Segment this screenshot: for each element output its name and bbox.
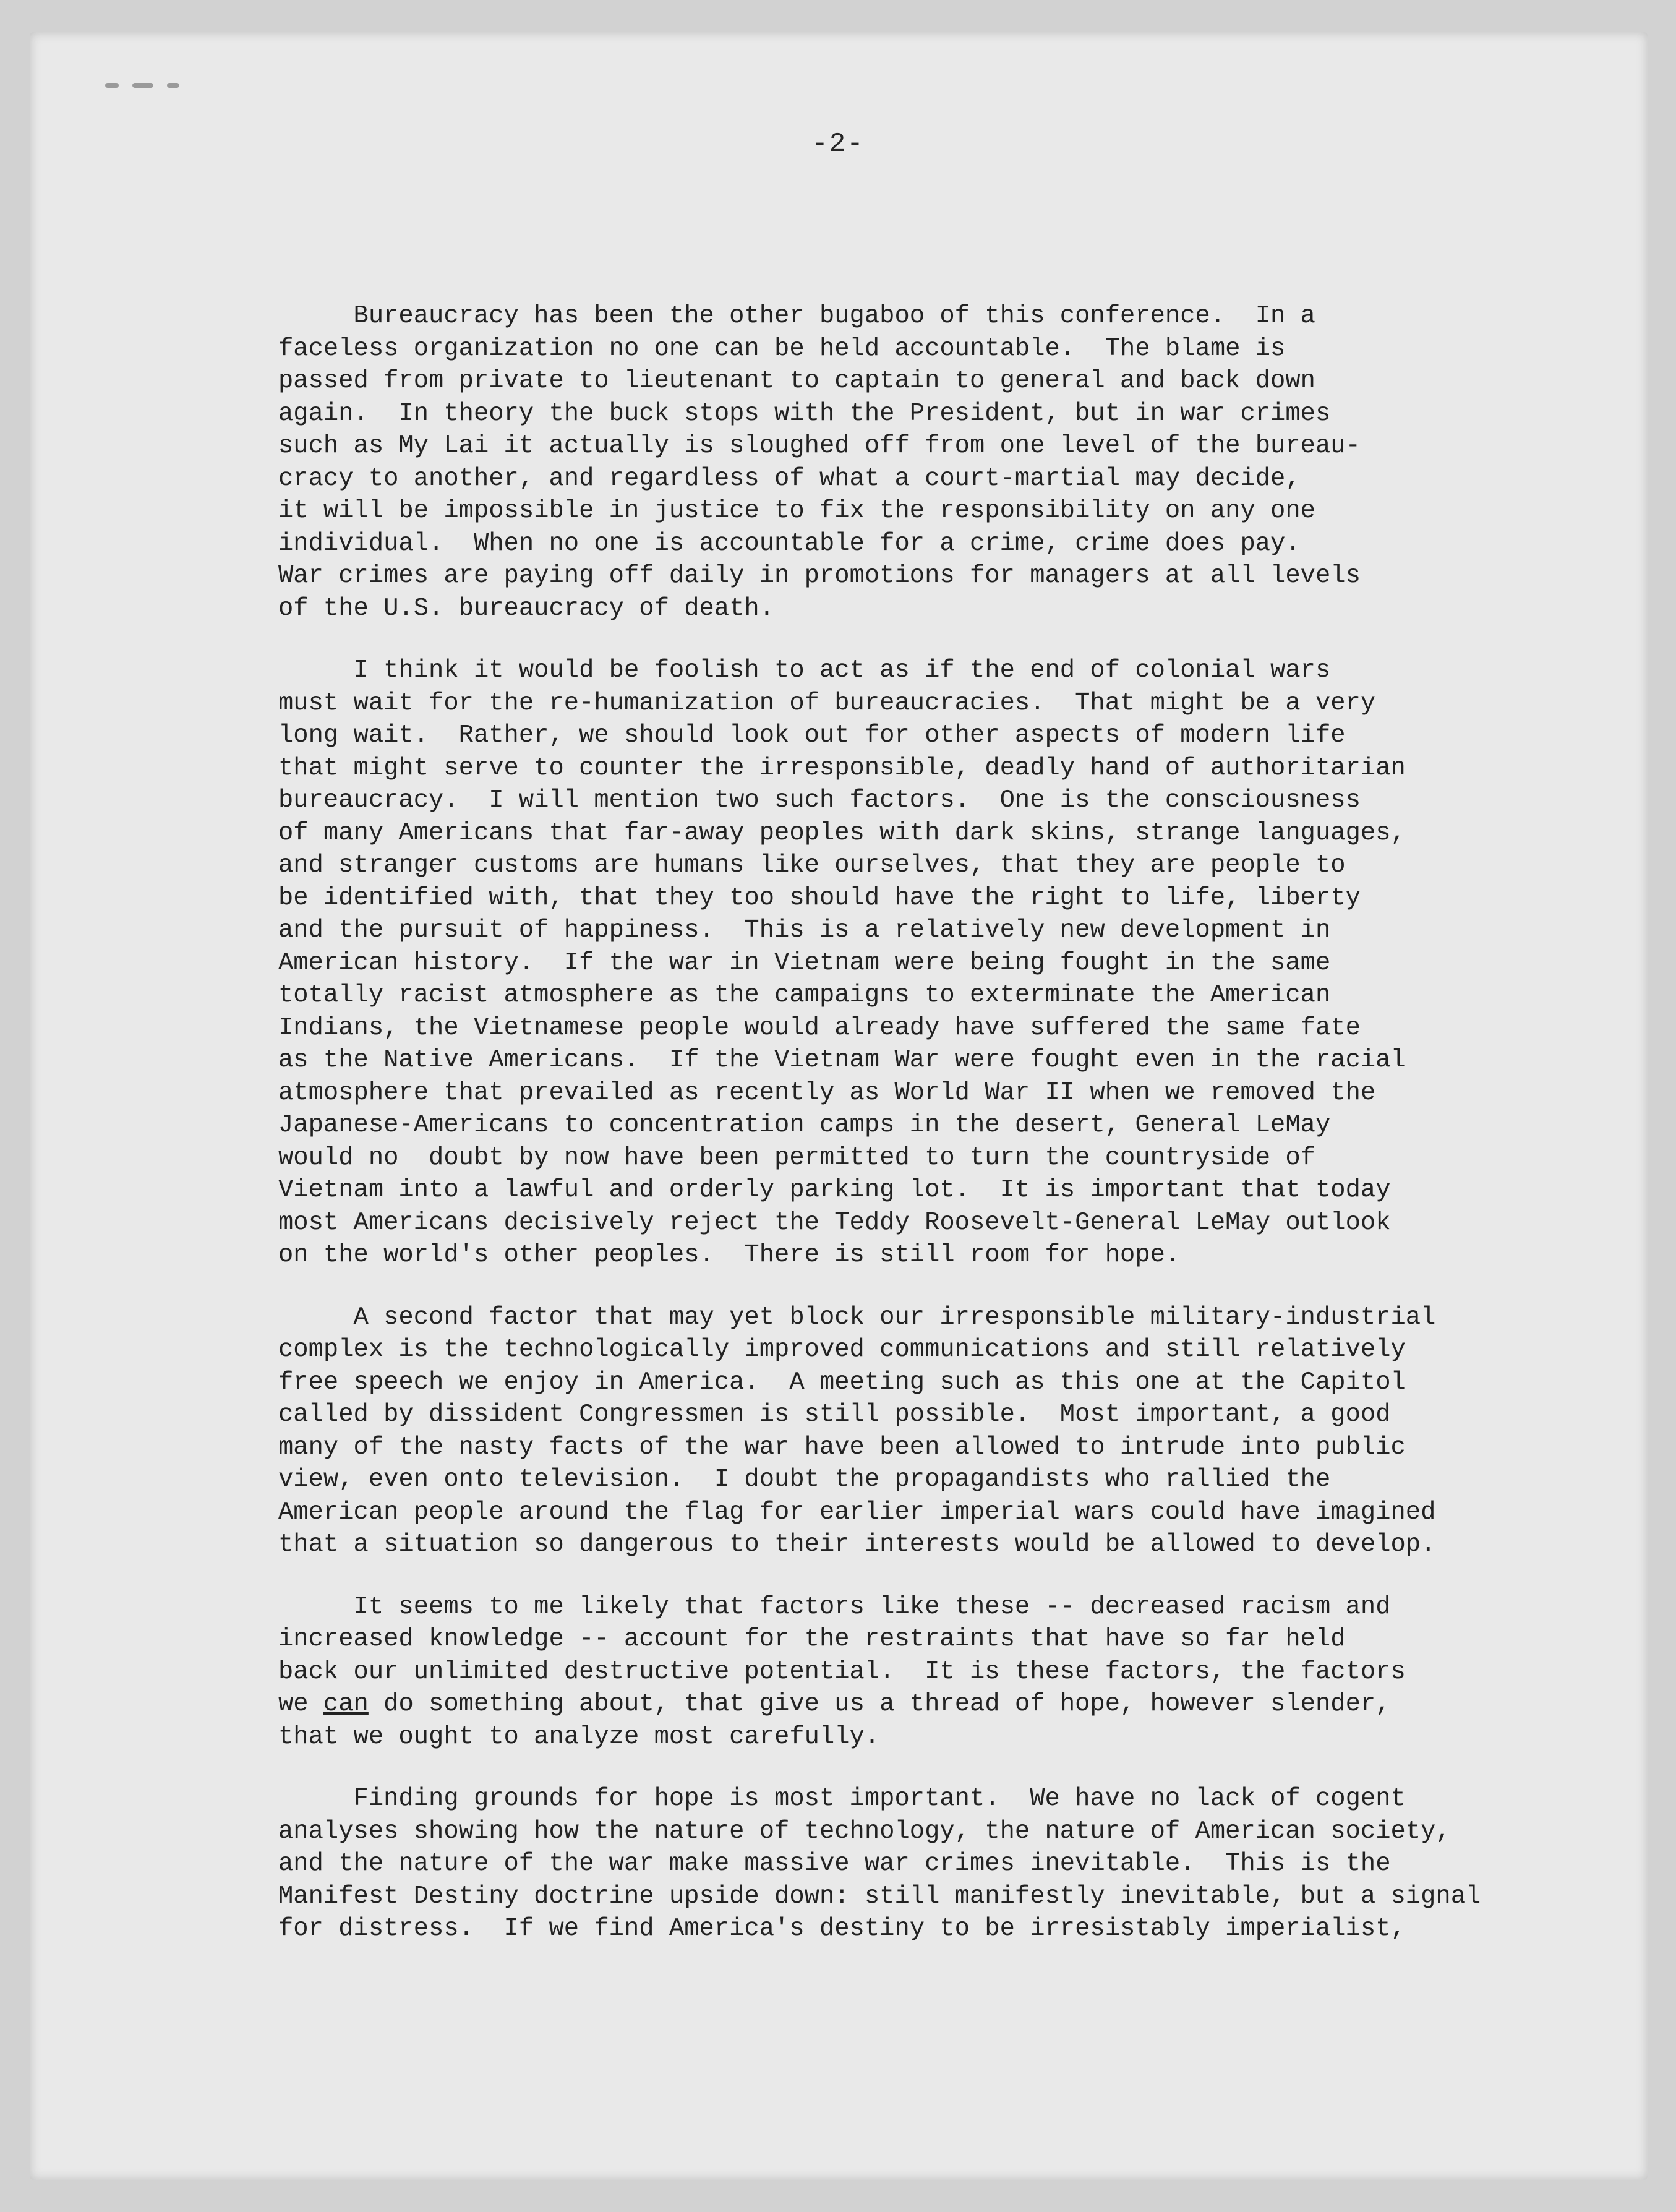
text-line: passed from private to lieutenant to captain to general and back down <box>278 367 1315 395</box>
text-line: cracy to another, and regardless of what a court-martial may decide, <box>278 464 1301 493</box>
text-line: Bureaucracy has been the other bugaboo of this conference. In a <box>278 302 1315 330</box>
ink-smudge-mark <box>105 80 198 89</box>
text-line-underlined <box>278 1688 1589 1721</box>
text-line: and the nature of the war make massive war crimes inevitable. This is the <box>278 1850 1391 1878</box>
text-line: be identified with, that they too should have the right to life, liberty <box>278 883 1361 912</box>
text-line: Japanese-Americans to concentration camps in the desert, General LeMay <box>278 1111 1331 1139</box>
text-line: back our unlimited destructive potential. It is these factors, the factors <box>278 1657 1406 1686</box>
text-line: it will be impossible in justice to fix the responsibility on any one <box>278 497 1315 525</box>
text-line: for distress. If we find America's destiny to be irresistably imperialist, <box>278 1914 1406 1943</box>
paragraph-bureaucracy <box>278 300 1589 625</box>
text-line: Manifest Destiny doctrine upside down: still manifestly inevitable, but a signal <box>278 1882 1481 1911</box>
text-line: of many Americans that far-away peoples with dark skins, strange languages, <box>278 818 1406 847</box>
text-line: would no doubt by now have been permitted to turn the countryside of <box>278 1143 1315 1172</box>
paragraph-factors-hope <box>278 1591 1589 1754</box>
text-line: faceless organization no one can be held accountable. The blame is <box>278 334 1286 363</box>
text-line: complex is the technologically improved communications and still relatively <box>278 1335 1406 1364</box>
text-line: individual. When no one is accountable for a crime, crime does pay. <box>278 529 1301 558</box>
text-line: free speech we enjoy in America. A meeting such as this one at the Capitol <box>278 1368 1406 1397</box>
text-line: that we ought to analyze most carefully. <box>278 1722 880 1751</box>
text-line: many of the nasty facts of the war have been allowed to intrude into public <box>278 1433 1406 1462</box>
text-line: bureaucracy. I will mention two such factors. One is the consciousness <box>278 786 1361 815</box>
text-line: must wait for the re-humanization of bureaucracies. That might be a very <box>278 688 1376 718</box>
text-line: long wait. Rather, we should look out for other aspects of modern life <box>278 721 1346 750</box>
paragraph-colonial-wars <box>278 654 1589 1272</box>
text-line: American people around the flag for earlier imperial wars could have imagined <box>278 1498 1436 1527</box>
text-segment: we <box>278 1690 323 1718</box>
text-line: most Americans decisively reject the Teddy Roosevelt-General LeMay outlook <box>278 1208 1391 1237</box>
text-line: American history. If the war in Vietnam were being fought in the same <box>278 948 1331 977</box>
text-line: I think it would be foolish to act as if the end of colonial wars <box>278 656 1331 685</box>
paragraph-grounds-hope <box>278 1783 1589 1945</box>
text-line: Finding grounds for hope is most important. We have no lack of cogent <box>278 1785 1406 1813</box>
text-line: that might serve to counter the irresponsible, deadly hand of authoritarian <box>278 753 1406 782</box>
text-line: analyses showing how the nature of technology, the nature of American society, <box>278 1817 1451 1846</box>
page-number: -2- <box>811 129 865 160</box>
text-line: again. In theory the buck stops with the President, but in war crimes <box>278 399 1331 428</box>
text-line: such as My Lai it actually is sloughed off from one level of the bureau- <box>278 432 1361 460</box>
text-line: called by dissident Congressmen is still possible. Most important, a good <box>278 1400 1391 1429</box>
text-line: view, even onto television. I doubt the propagandists who rallied the <box>278 1465 1331 1494</box>
text-line: It seems to me likely that factors like these -- decreased racism and <box>278 1592 1391 1621</box>
text-line: as the Native Americans. If the Vietnam War were fought even in the racial <box>278 1046 1406 1074</box>
text-line: of the U.S. bureaucracy of death. <box>278 594 775 623</box>
text-line: War crimes are paying off daily in promotions for managers at all levels <box>278 562 1361 590</box>
text-line: increased knowledge -- account for the restraints that have so far held <box>278 1625 1346 1653</box>
text-line: that a situation so dangerous to their interests would be allowed to develop. <box>278 1530 1436 1559</box>
text-line: Indians, the Vietnamese people would already have suffered the same fate <box>278 1013 1361 1042</box>
text-line: Vietnam into a lawful and orderly parking lot. It is important that today <box>278 1176 1391 1204</box>
document-body <box>278 300 1589 1975</box>
underlined-word: can <box>323 1690 369 1718</box>
text-line: totally racist atmosphere as the campaigns to exterminate the American <box>278 981 1331 1010</box>
paragraph-second-factor <box>278 1301 1589 1561</box>
text-line: and stranger customs are humans like ourselves, that they are people to <box>278 851 1346 880</box>
text-line: on the world's other peoples. There is still room for hope. <box>278 1241 1181 1269</box>
text-line: atmosphere that prevailed as recently as World War II when we removed the <box>278 1078 1376 1107</box>
text-segment: do something about, that give us a thread of hope, however slender, <box>368 1690 1391 1718</box>
text-line: A second factor that may yet block our irresponsible military-industrial <box>278 1303 1436 1332</box>
text-line: and the pursuit of happiness. This is a relatively new development in <box>278 916 1331 945</box>
